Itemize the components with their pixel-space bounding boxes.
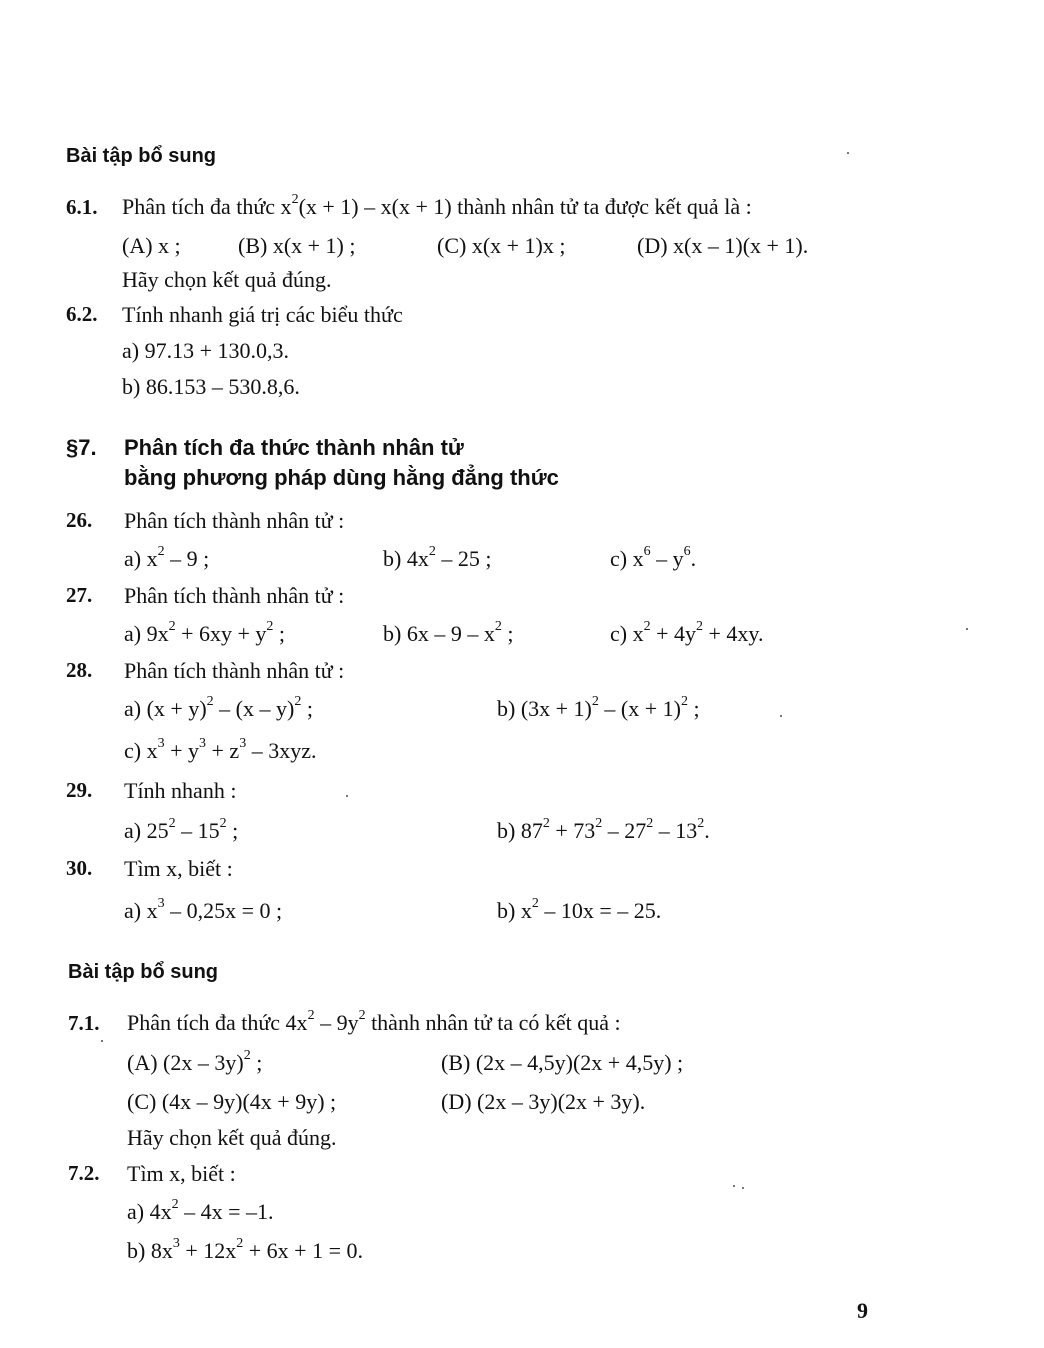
part-b: b) $6x - 9 - x^2$ ;: [383, 619, 514, 646]
section-title-line-1: Phân tích đa thức thành nhân tử: [124, 435, 464, 460]
scan-speck: [101, 1040, 103, 1042]
exercise-number: 6.2.: [66, 302, 98, 326]
part-a: a) $25^2 - 15^2$ ;: [124, 816, 239, 843]
part-a: a) $4x^2 - 4x = -1$.: [127, 1197, 274, 1224]
scan-speck: [847, 152, 849, 154]
exercise-number: 6.1.: [66, 195, 98, 219]
part-a: a) 97.13 + 130.0,3.: [122, 338, 289, 363]
exercise-7-1-stem: Phân tích đa thức $4x^2 - 9y^2$ thành nhân tử ta có kết quả :: [127, 1008, 621, 1035]
part-b: b) $x^2 - 10x$ = – 25.: [497, 896, 662, 923]
extra-exercises-heading: Bài tập bổ sung: [68, 961, 218, 983]
part-a: a) $(x + y)^2 - (x - y)^2$ ;: [124, 694, 313, 721]
option-c: (C) x(x + 1)x ;: [437, 233, 566, 258]
scan-speck: [346, 795, 348, 797]
exercise-26-stem: Phân tích thành nhân tử :: [124, 508, 345, 533]
exercise-number: 30.: [66, 856, 93, 880]
exercise-6-2-stem: Tính nhanh giá trị các biểu thức: [122, 302, 403, 327]
part-c: c) $x^6 - y^6$.: [610, 544, 697, 571]
part-c: c) $x^3 + y^3 + z^3 - 3xyz$.: [124, 736, 317, 763]
part-a: a) $x^3 - 0,25x = 0$ ;: [124, 896, 283, 923]
exercise-number: 28.: [66, 658, 93, 682]
part-b: b) 86.153 – 530.8,6.: [122, 374, 300, 399]
exercise-29-stem: Tính nhanh :: [124, 778, 237, 803]
part-b: b) $87^2 + 73^2 - 27^2 - 13^2$.: [497, 816, 710, 843]
scan-speck: [966, 628, 968, 630]
part-a: a) $9x^2 + 6xy + y^2$ ;: [124, 619, 286, 646]
scan-speck: [733, 1185, 735, 1187]
exercise-7-2-stem: Tìm x, biết :: [127, 1161, 236, 1186]
exercise-number: 26.: [66, 508, 93, 532]
exercise-28-stem: Phân tích thành nhân tử :: [124, 658, 345, 683]
option-a: (A) x ;: [122, 233, 181, 258]
exercise-number: 7.1.: [68, 1011, 100, 1035]
exercise-number: 27.: [66, 583, 93, 607]
exercise-6-1-stem: Phân tích đa thức $x^2(x + 1) - x(x + 1)$ thành nhân tử ta được kết quả là :: [122, 192, 752, 219]
exercise-number: 7.2.: [68, 1161, 100, 1185]
part-c: c) $x^2 + 4y^2 + 4xy$.: [610, 619, 764, 646]
extra-exercises-heading: Bài tập bổ sung: [66, 145, 216, 167]
option-a: (A) (2x – 3y)$^2$ ;: [127, 1048, 263, 1075]
option-b: (B) (2x – 4,5y)(2x + 4,5y) ;: [441, 1050, 684, 1075]
part-b: b) $4x^2 - 25$ ;: [383, 544, 492, 571]
exercise-27-stem: Phân tích thành nhân tử :: [124, 583, 345, 608]
option-b: (B) x(x + 1) ;: [238, 233, 356, 258]
section-number: §7.: [66, 435, 97, 460]
choose-answer-text: Hãy chọn kết quả đúng.: [122, 267, 332, 292]
scan-speck: [742, 1187, 744, 1189]
exercise-30-stem: Tìm x, biết :: [124, 856, 233, 881]
option-c: (C) (4x – 9y)(4x + 9y) ;: [127, 1089, 337, 1114]
part-b: b) $8x^3 + 12x^2 + 6x + 1 = 0$.: [127, 1236, 363, 1263]
option-d: (D) (2x – 3y)(2x + 3y).: [441, 1089, 646, 1114]
choose-answer-text: Hãy chọn kết quả đúng.: [127, 1125, 337, 1150]
part-b: b) $(3x + 1)^2 - (x + 1)^2$ ;: [497, 694, 700, 721]
exercise-number: 29.: [66, 778, 93, 802]
section-title-line-2: bằng phương pháp dùng hằng đẳng thức: [124, 465, 559, 490]
part-a: a) $x^2 - 9$ ;: [124, 544, 210, 571]
scan-speck: [780, 715, 782, 717]
option-d: (D) x(x – 1)(x + 1).: [637, 233, 809, 258]
page-number: 9: [857, 1298, 868, 1323]
